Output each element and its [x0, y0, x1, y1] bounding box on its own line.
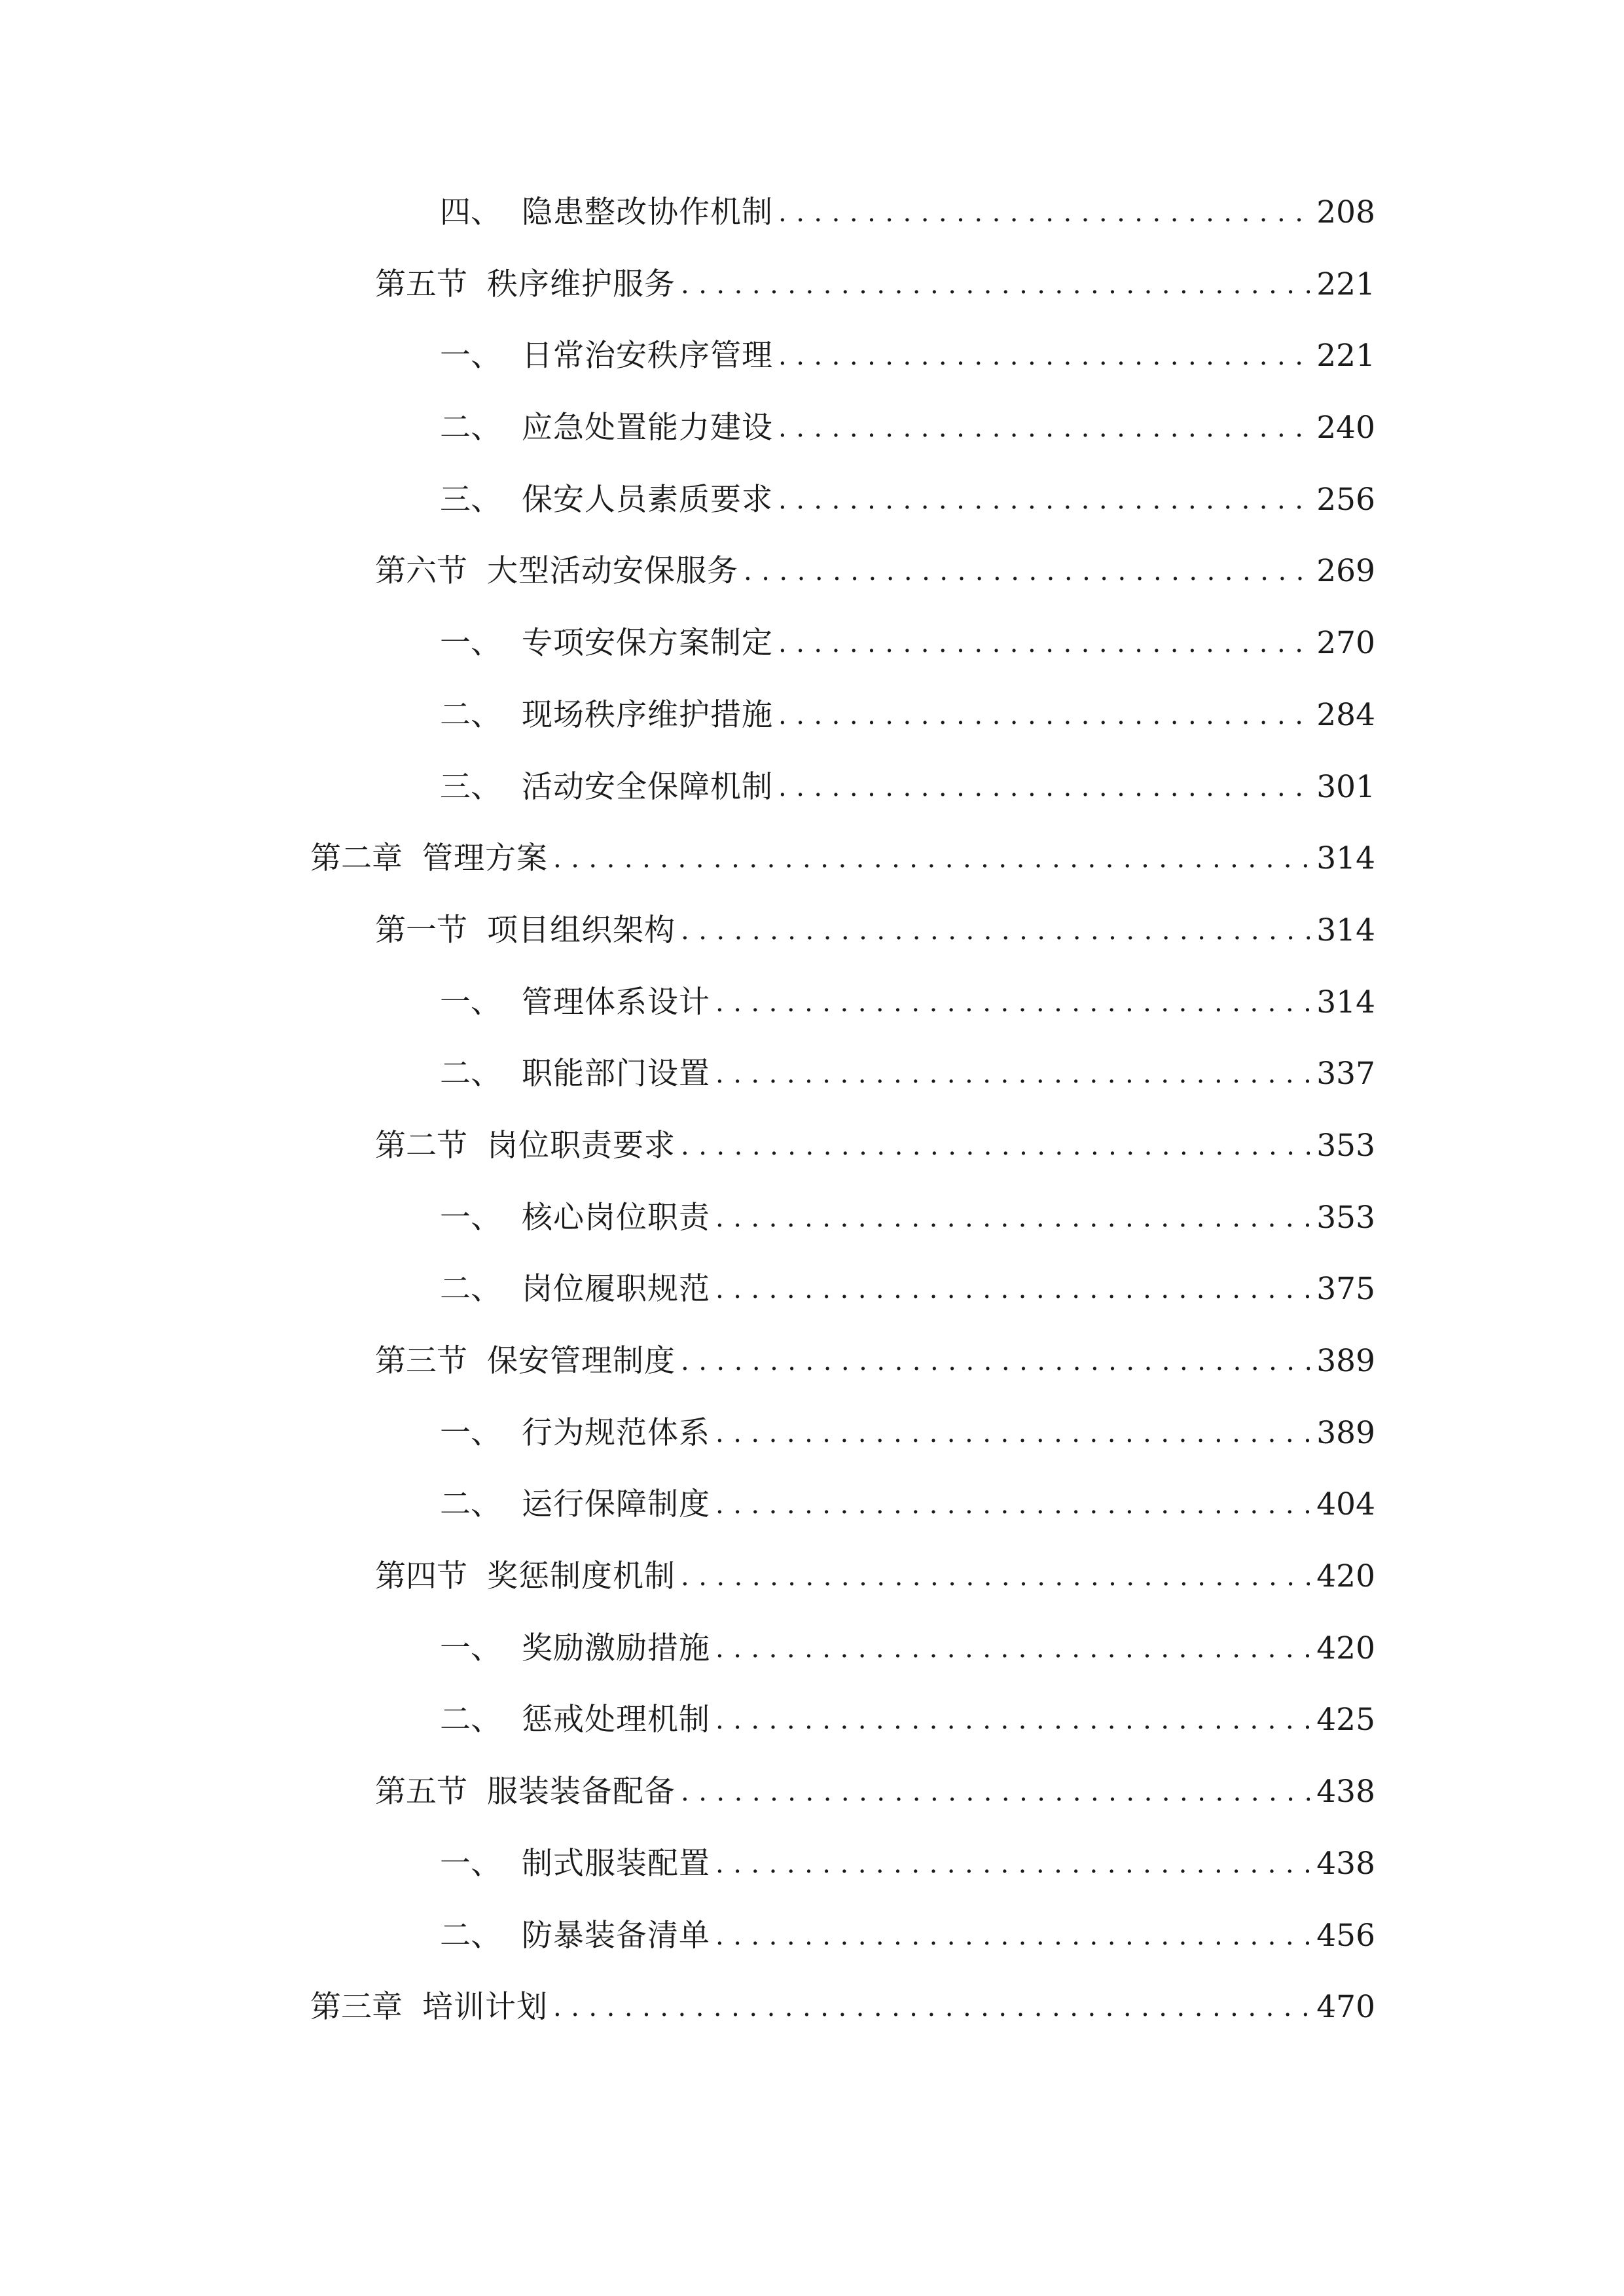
toc-entry-number: 第五节: [375, 1774, 467, 1810]
toc-entry-title: 现场秩序维护措施: [522, 696, 773, 733]
toc-entry-page-number: 420: [1316, 1630, 1375, 1666]
dot-leader: [778, 195, 1310, 230]
dot-leader: [778, 698, 1310, 733]
toc-list: [0, 195, 1624, 2062]
toc-entry-item[interactable]: [0, 770, 1624, 842]
toc-entry-number: 二、: [440, 1486, 501, 1523]
toc-entry-chapter[interactable]: [0, 1990, 1624, 2062]
toc-entry-title: 应急处置能力建设: [522, 410, 773, 446]
toc-entry-item[interactable]: [0, 626, 1624, 698]
toc-entry-page-number: 221: [1316, 266, 1375, 302]
toc-entry-title: 日常治安秩序管理: [522, 338, 773, 374]
toc-entry-number: 二、: [440, 1917, 501, 1954]
toc-entry-page-number: 456: [1316, 1917, 1375, 1954]
toc-entry-title: 防暴装备清单: [522, 1917, 710, 1954]
dot-leader: [681, 1774, 1310, 1810]
toc-entry-number: 四、: [440, 194, 501, 230]
toc-entry-number: 三、: [440, 768, 501, 805]
toc-entry-title: 岗位职责要求: [487, 1127, 676, 1164]
dot-leader: [715, 1272, 1310, 1307]
toc-entry-page-number: 353: [1316, 1127, 1375, 1164]
toc-entry-item[interactable]: [0, 1056, 1624, 1128]
toc-entry-page-number: 208: [1316, 194, 1375, 230]
toc-entry-title: 活动安全保障机制: [522, 768, 773, 805]
toc-entry-item[interactable]: [0, 1846, 1624, 1918]
toc-entry-title: 管理方案: [422, 840, 548, 877]
dot-leader: [681, 913, 1310, 948]
toc-entry-title: 隐患整改协作机制: [522, 194, 773, 230]
toc-entry-section[interactable]: [0, 1344, 1624, 1416]
toc-entry-chapter[interactable]: [0, 841, 1624, 913]
dot-leader: [715, 1631, 1310, 1666]
toc-entry-section[interactable]: [0, 554, 1624, 626]
toc-entry-number: 二、: [440, 1056, 501, 1092]
toc-entry-page-number: 420: [1316, 1558, 1375, 1595]
dot-leader: [681, 1344, 1310, 1379]
dot-leader: [681, 267, 1310, 302]
toc-entry-number: 二、: [440, 696, 501, 733]
toc-entry-number: 一、: [440, 1845, 501, 1882]
toc-entry-title: 保安管理制度: [487, 1343, 676, 1379]
toc-entry-title: 项目组织架构: [487, 912, 676, 948]
toc-entry-number: 一、: [440, 984, 501, 1020]
toc-entry-section[interactable]: [0, 1559, 1624, 1631]
toc-entry-item[interactable]: [0, 1416, 1624, 1488]
toc-entry-title: 管理体系设计: [522, 984, 710, 1020]
toc-entry-title: 岗位履职规范: [522, 1271, 710, 1308]
dot-leader: [715, 1487, 1310, 1522]
toc-entry-section[interactable]: [0, 1774, 1624, 1846]
dot-leader: [681, 1128, 1310, 1164]
toc-entry-number: 第三章: [310, 1989, 403, 2026]
toc-entry-number: 第四节: [375, 1558, 467, 1595]
toc-entry-title: 奖励激励措施: [522, 1630, 710, 1666]
toc-entry-number: 二、: [440, 1271, 501, 1308]
toc-entry-page-number: 425: [1316, 1702, 1375, 1738]
toc-entry-page-number: 353: [1316, 1199, 1375, 1236]
toc-entry-number: 二、: [440, 1702, 501, 1738]
toc-entry-title: 奖惩制度机制: [487, 1558, 676, 1595]
toc-entry-section[interactable]: [0, 913, 1624, 985]
toc-entry-page-number: 438: [1316, 1845, 1375, 1882]
toc-entry-item[interactable]: [0, 195, 1624, 267]
toc-entry-number: 一、: [440, 1414, 501, 1451]
toc-entry-number: 三、: [440, 481, 501, 518]
toc-entry-page-number: 438: [1316, 1774, 1375, 1810]
toc-entry-page-number: 256: [1316, 481, 1375, 518]
toc-entry-page-number: 314: [1316, 840, 1375, 877]
dot-leader: [744, 554, 1310, 589]
dot-leader: [681, 1559, 1310, 1594]
toc-entry-number: 第二章: [310, 840, 403, 877]
dot-leader: [553, 841, 1310, 876]
toc-entry-page-number: 301: [1316, 768, 1375, 805]
dot-leader: [715, 1200, 1310, 1236]
toc-entry-number: 一、: [440, 338, 501, 374]
toc-entry-page-number: 375: [1316, 1271, 1375, 1308]
toc-entry-page-number: 269: [1316, 553, 1375, 590]
toc-entry-item[interactable]: [0, 482, 1624, 554]
toc-entry-number: 第六节: [375, 553, 467, 590]
toc-entry-title: 行为规范体系: [522, 1414, 710, 1451]
toc-entry-page-number: 314: [1316, 984, 1375, 1020]
toc-entry-title: 专项安保方案制定: [522, 625, 773, 662]
toc-entry-page-number: 314: [1316, 912, 1375, 948]
toc-entry-item[interactable]: [0, 1200, 1624, 1272]
toc-entry-page-number: 337: [1316, 1056, 1375, 1092]
toc-entry-item[interactable]: [0, 698, 1624, 770]
toc-entry-page-number: 221: [1316, 338, 1375, 374]
toc-entry-item[interactable]: [0, 1702, 1624, 1774]
toc-entry-title: 核心岗位职责: [522, 1199, 710, 1236]
toc-entry-item[interactable]: [0, 1631, 1624, 1703]
toc-entry-title: 保安人员素质要求: [522, 481, 773, 518]
dot-leader: [553, 1990, 1310, 2025]
toc-entry-number: 第一节: [375, 912, 467, 948]
toc-entry-title: 培训计划: [422, 1989, 548, 2026]
toc-entry-title: 制式服装配置: [522, 1845, 710, 1882]
toc-entry-item[interactable]: [0, 985, 1624, 1057]
toc-entry-number: 第二节: [375, 1127, 467, 1164]
toc-entry-page-number: 404: [1316, 1486, 1375, 1523]
toc-entry-section[interactable]: [0, 267, 1624, 339]
toc-entry-item[interactable]: [0, 1487, 1624, 1559]
dot-leader: [778, 482, 1310, 518]
toc-entry-page-number: 389: [1316, 1343, 1375, 1379]
toc-entry-title: 职能部门设置: [522, 1056, 710, 1092]
toc-entry-number: 第五节: [375, 266, 467, 302]
toc-entry-number: 一、: [440, 625, 501, 662]
toc-entry-item[interactable]: [0, 410, 1624, 482]
toc-entry-title: 惩戒处理机制: [522, 1702, 710, 1738]
toc-entry-title: 秩序维护服务: [487, 266, 676, 302]
dot-leader: [715, 1056, 1310, 1092]
dot-leader: [778, 410, 1310, 446]
toc-entry-item[interactable]: [0, 338, 1624, 410]
dot-leader: [778, 338, 1310, 374]
toc-entry-item[interactable]: [0, 1918, 1624, 1990]
toc-entry-page-number: 270: [1316, 625, 1375, 662]
toc-entry-page-number: 470: [1316, 1989, 1375, 2026]
toc-entry-number: 一、: [440, 1630, 501, 1666]
toc-entry-page-number: 284: [1316, 696, 1375, 733]
dot-leader: [715, 1702, 1310, 1738]
toc-entry-title: 运行保障制度: [522, 1486, 710, 1523]
dot-leader: [778, 770, 1310, 805]
toc-entry-number: 一、: [440, 1199, 501, 1236]
dot-leader: [715, 1918, 1310, 1954]
table-of-contents: [0, 195, 1624, 2062]
toc-entry-page-number: 240: [1316, 410, 1375, 446]
dot-leader: [715, 1416, 1310, 1451]
dot-leader: [715, 1846, 1310, 1882]
toc-entry-section[interactable]: [0, 1128, 1624, 1200]
toc-entry-number: 第三节: [375, 1343, 467, 1379]
toc-entry-page-number: 389: [1316, 1414, 1375, 1451]
toc-entry-number: 二、: [440, 410, 501, 446]
toc-entry-title: 服装装备配备: [487, 1774, 676, 1810]
dot-leader: [715, 985, 1310, 1020]
toc-entry-item[interactable]: [0, 1272, 1624, 1344]
toc-entry-title: 大型活动安保服务: [487, 553, 738, 590]
dot-leader: [778, 626, 1310, 661]
